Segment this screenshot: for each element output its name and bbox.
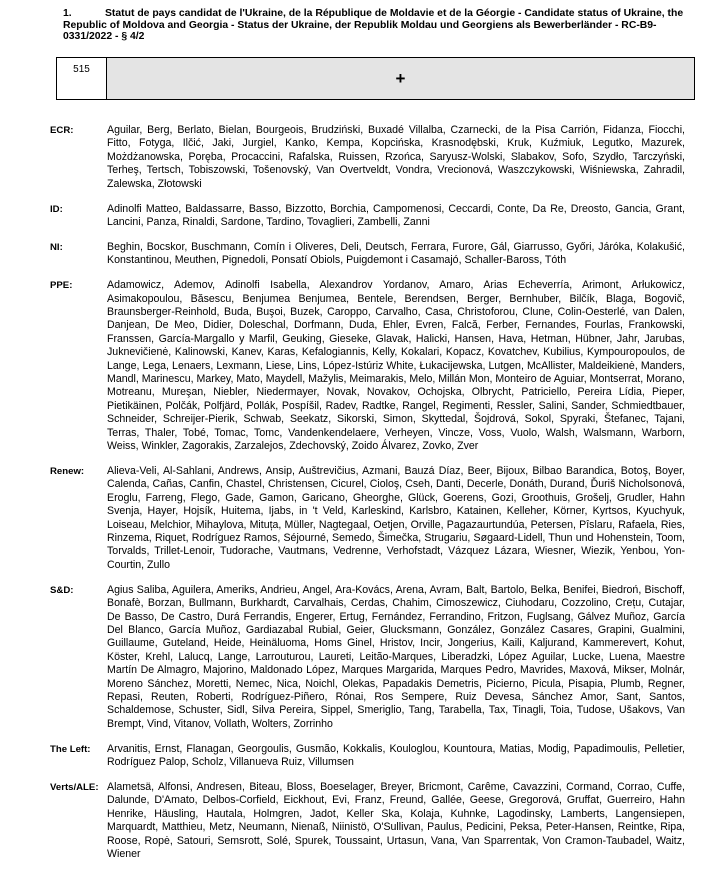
group-ni <box>50 241 685 268</box>
group-label: NI: <box>50 241 63 253</box>
group-members: Adinolfi Matteo, Baldassarre, Basso, Bizzotto, Borchia, Campomenosi, Ceccardi, Conte, Da Re, Dreosto, Gancia, Grant, Lancini, Panza, Rinaldi, Sardone, Tardino, Tovaglieri, Zambelli, Zanni <box>107 202 685 228</box>
group-label: Verts/ALE: <box>50 781 99 793</box>
group-label: The Left: <box>50 743 91 755</box>
group-members: Aguilar, Berg, Berlato, Bielan, Bourgeois, Brudziński, Buxadé Villalba, Czarnecki, de la Pisa Carrión, Fidanza, Fiocchi, Fitto, Fotyga, Ilčić, Jaki, Jurgiel, Kanko, Kempa, Kopcińska, Krasnodębski, Kruk, Kuźmiuk, Legutko, Mazurek, Możdżanowska, Poręba, Procaccini, Rafalska, Ruissen, Rzońca, Saryusz-Wolski, Slabakov, Sofo, Szydło, Tarczyński, Terheş, Tertsch, Tobiszowski, Tošenovský, Van Overtveldt, Vondra, Vrecionová, Waszczykowski, Wiśniewska, Zahradil, Zalewska, Złotowski <box>107 124 685 190</box>
group-sd <box>50 584 685 731</box>
group-label: S&D: <box>50 584 74 596</box>
item-title: Statut de pays candidat de l'Ukraine, de la République de Moldavie et de la Géorgie - Candidate status of Ukraine, the Republic of Moldova and Georgia - Status der Ukraine, der Republik Moldau und Georgiens als Bewerberländer - RC-B9-0331/2022 - § 4/2 <box>63 8 684 42</box>
vote-result-symbol: + <box>107 58 694 99</box>
vote-count: 515 <box>57 58 107 99</box>
group-members: Alametsä, Alfonsi, Andresen, Biteau, Bloss, Boeselager, Breyer, Bricmont, Carême, Cavazzini, Cormand, Corrao, Cuffe, Dalunde, D'Amato, Delbos-Corfield, Eickhout, Evi, Franz, Freund, Gallée, Geese, Gregorová, Gruffat, Guerreiro, Hahn Henrike, Häusling, Hautala, Holmgren, Jadot, Keller Ska, Kolaja, Kuhnke, Lagodinsky, Lamberts, Langensiepen, Marquardt, Matthieu, Metz, Neumann, Nienaß, Niinistö, O'Sullivan, Paulus, Pedicini, Peksa, Peter-Hansen, Reintke, Ripa, Roose, Ropė, Satouri, Semsrott, Solé, Spurek, Toussaint, Urtasun, Vana, Van Sparrentak, Von Cramon-Taubadel, Waitz, Wiener <box>107 780 685 860</box>
group-ecr <box>50 124 685 191</box>
group-ppe <box>50 279 685 453</box>
vote-heading <box>63 8 695 43</box>
group-verts-ale <box>50 781 685 861</box>
group-label: Renew: <box>50 465 85 477</box>
group-members: Arvanitis, Ernst, Flanagan, Georgoulis, Gusmão, Kokkalis, Kouloglou, Kountoura, Matias, Modig, Papadimoulis, Pelletier, Rodríguez Palop, Scholz, Villanueva Ruiz, Villumsen <box>107 742 685 769</box>
item-number: 1. <box>63 8 72 19</box>
vote-result-box <box>56 57 695 100</box>
group-members: Agius Saliba, Aguilera, Ameriks, Andrieu, Angel, Ara-Kovács, Arena, Avram, Balt, Bartolo, Belka, Benifei, Biedroń, Bischoff, Bonafè, Borzan, Bullmann, Burkhardt, Carvalhais, Cerdas, Chahim, Cimoszewicz, Ciuhodaru, Cozzolino, Crețu, Cutajar, De Basso, De Castro, Durá Ferrandis, Engerer, Ertug, Fernández, Ferrandino, Fritzon, Fuglsang, Gálvez Muñoz, García Del Blanco, García Muñoz, Gardiazabal Rubial, Geier, Glucksmann, González, González Casares, Grapini, Gualmini, Guillaume, Guteland, Heide, Heinäluoma, Homs Ginel, Hristov, Incir, Jongerius, Kaili, Kaljurand, Kammerevert, Kohut, Köster, Krehl, Lalucq, Lange, Larrouturou, Laureti, Leitão-Marques, Liberadzki, López Aguilar, Lucke, Luena, Maestre Martín De Almagro, Majorino, Maldonado López, Marques Margarida, Marques Pedro, Mavrides, Maxová, Mikser, Molnár, Moreno Sánchez, Moretti, Nemec, Nica, Noichl, Olekas, Papadakis Demetris, Picierno, Picula, Pisapia, Plumb, Regner, Repasi, Reuten, Roberti, Rodríguez-Piñero, Rónai, Ros Sempere, Ruiz Devesa, Sánchez Amor, Sant, Santos, Schaldemose, Schuster, Sidl, Silva Pereira, Sippel, Smeriglio, Tang, Tarabella, Tax, Tinagli, Toia, Tudose, Ušakovs, Van Brempt, Vind, Vitanov, Vollath, Wolters, Zorrinho <box>107 583 685 730</box>
group-label: PPE: <box>50 280 73 292</box>
group-members: Alieva-Veli, Al-Sahlani, Andrews, Ansip, Auštrevičius, Azmani, Bauzá Díaz, Beer, Bijoux, Bilbao Barandica, Botoş, Boyer, Calenda, Cañas, Canfin, Chastel, Christensen, Cicurel, Cioloş, Cseh, Danti, Decerle, Donáth, Durand, Ďuriš Nicholsonová, Eroglu, Farreng, Flego, Gade, Gamon, Garicano, Gheorghe, Glück, Goerens, Gozi, Groothuis, Grošelj, Grudler, Hahn Svenja, Hayer, Hojsík, Huitema, Ijabs, in 't Veld, Karleskind, Karlsbro, Katainen, Kelleher, Körner, Kyrtsos, Kyuchyuk, Loiseau, Melchior, Mihaylova, Mituța, Müller, Nagtegaal, Oetjen, Orville, Pagazaurtundúa, Petersen, Pîslaru, Rafaela, Ries, Rinzema, Riquet, Rodríguez Ramos, Séjourné, Semedo, Šimečka, Strugariu, Søgaard-Lidell, Thun und Hohenstein, Toom, Torvalds, Trillet-Lenoir, Tudorache, Vautmans, Vedrenne, Verhofstadt, Vázquez Lázara, Wiesner, Wiezik, Yenbou, Yon-Courtin, Zullo <box>107 464 685 571</box>
group-members: Adamowicz, Ademov, Adinolfi Isabella, Alexandrov Yordanov, Amaro, Arias Echeverría, Arimont, Arłukowicz, Asimakopoulou, Băsescu, Benjumea Benjumea, Bentele, Berendsen, Berger, Bernhuber, Bilčík, Blaga, Bogovič, Braunsberger-Reinhold, Buda, Buşoi, Buzek, Caroppo, Carvalho, Casa, Christoforou, Clune, Colin-Oesterlé, van Dalen, Danjean, De Meo, Didier, Doleschal, Dorfmann, Duda, Ehler, Evren, Falcă, Ferber, Fernandes, Fourlas, Frankowski, Franssen, García-Margallo y Marfil, Geuking, Gieseke, Glavak, Halicki, Hansen, Hava, Hetman, Hübner, Jahr, Jarubas, Juknevičienė, Kalinowski, Kanev, Karas, Kefalogiannis, Kelly, Kokalari, Kopacz, Kovatchev, Kubilius, Kympouropoulos, de Lange, Lega, Lenaers, Lexmann, Liese, Lins, López-Istúriz White, Łukacijewska, Lutgen, McAllister, Maldeikienė, Manders, Mandl, Marinescu, Markey, Mato, Maydell, Mažylis, Meimarakis, Melo, Millán Mon, Monteiro de Aguiar, Montserrat, Morano, Motreanu, Mureşan, Niebler, Niedermayer, Novak, Novakov, Ochojska, Olbrycht, Patriciello, Pereira Lídia, Pieper, Pietikäinen, Polčák, Polfjärd, Pollák, Pospíšil, Radev, Radtke, Rangel, Regimenti, Ressler, Salini, Sander, Schmiedtbauer, Schneider, Schreijer-Pierik, Schwab, Seekatz, Sikorski, Simon, Skyttedal, Šojdrová, Sokol, Spyraki, Štefanec, Tajani, Terras, Thaler, Tobé, Tomac, Tomc, Vandenkendelaere, Verheyen, Vincze, Voss, Vuolo, Walsh, Walsmann, Warborn, Weiss, Winkler, Zagorakis, Zarzalejos, Zdechovský, Zoido Álvarez, Zovko, Zver <box>107 279 685 453</box>
group-id <box>50 203 685 230</box>
group-label: ID: <box>50 203 63 215</box>
group-members: Beghin, Bocskor, Buschmann, Comín i Oliveres, Deli, Deutsch, Ferrara, Furore, Gál, Giarrusso, Győri, Járóka, Kolakušić, Konstantinou, Meuthen, Pignedoli, Ponsatí Obiols, Puigdemont i Casamajó, Schaller-Baross, Tóth <box>107 240 685 267</box>
group-the-left <box>50 743 685 770</box>
political-groups-list <box>50 124 685 873</box>
group-label: ECR: <box>50 125 74 136</box>
group-renew <box>50 465 685 572</box>
